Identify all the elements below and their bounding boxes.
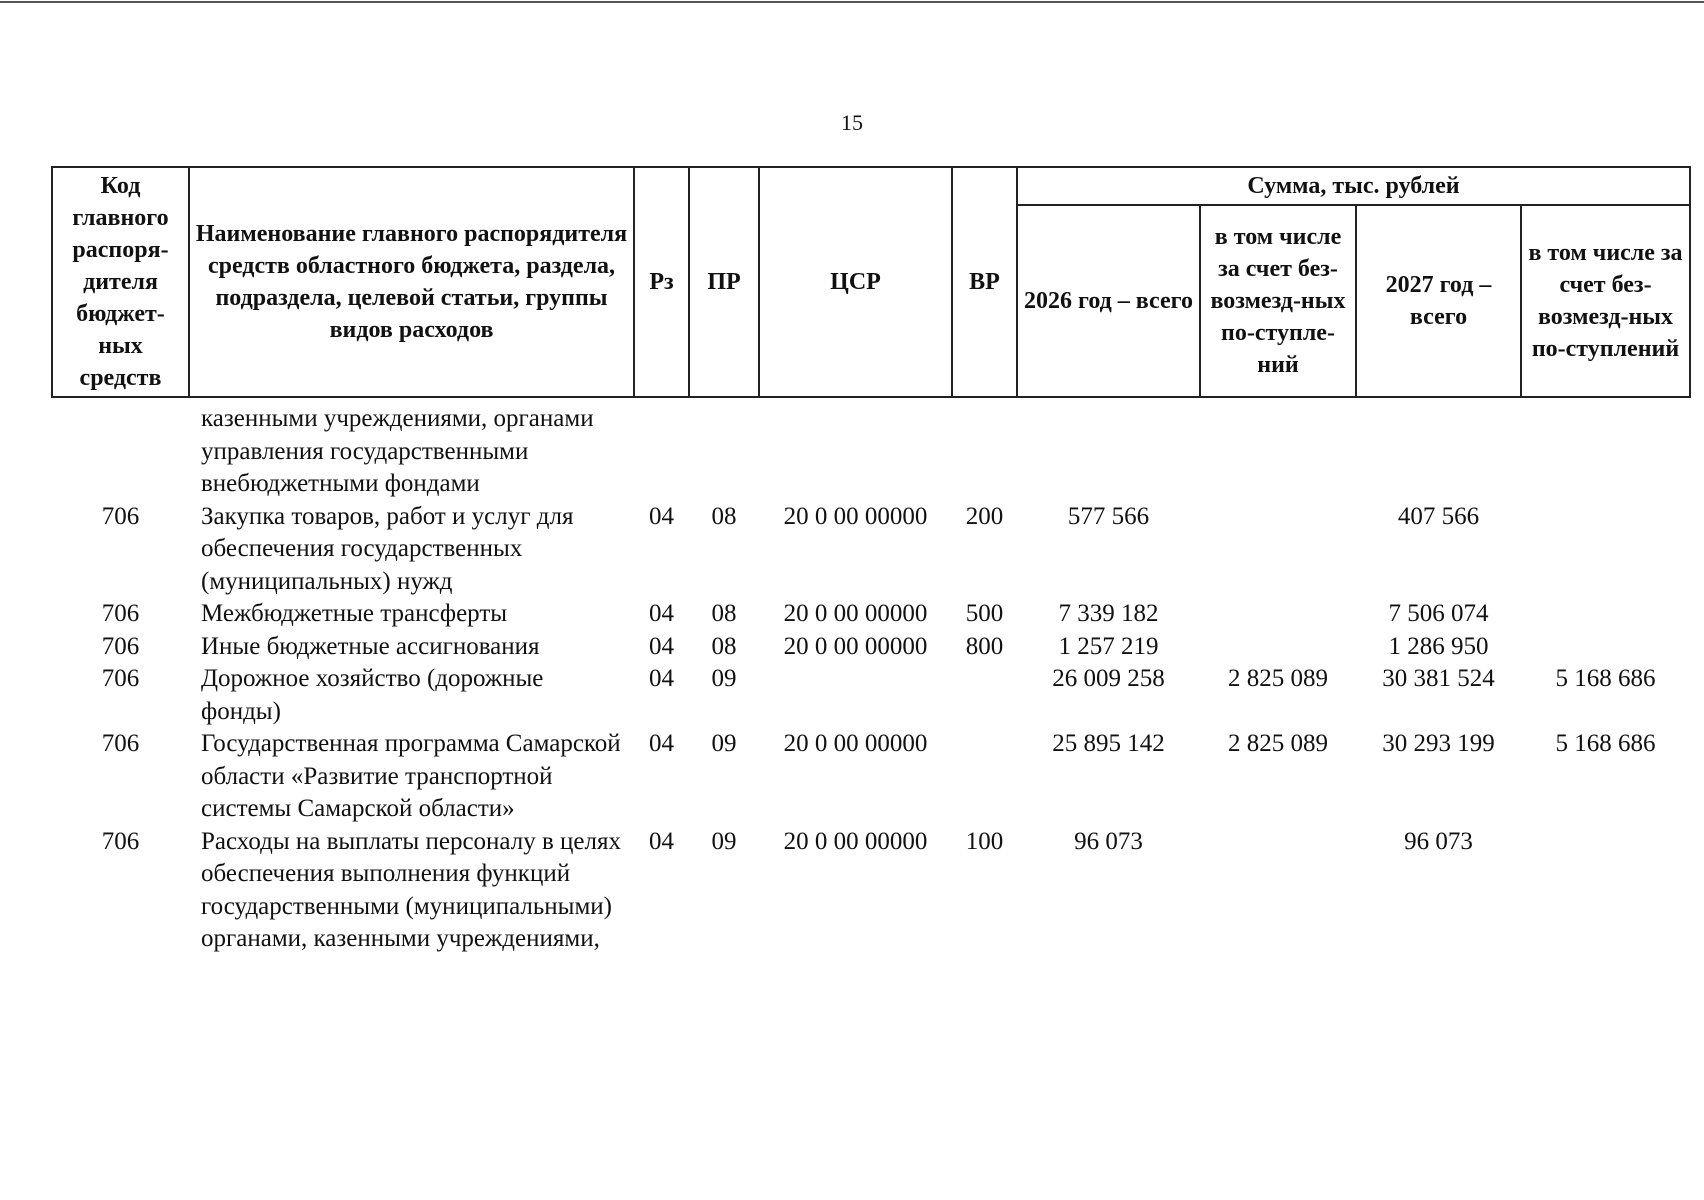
- header-name: Наименование главного распорядителя средств областного бюджета, раздела, подраздела, целевой статьи, группы видов расходов: [189, 167, 634, 397]
- cell-vr: 100: [965, 827, 1004, 855]
- table-row: [52, 598, 1690, 631]
- cell-csr: 20 0 00 00000: [783, 502, 928, 530]
- cell-csr: 20 0 00 00000: [783, 600, 928, 627]
- cell-rz: 04: [649, 827, 674, 855]
- cell-2027-grants: [1521, 631, 1690, 664]
- cell-csr: 20 0 00 00000: [783, 730, 928, 757]
- cell-kod: [52, 397, 189, 501]
- cell-name: казенными учреждениями, органами управления государственными внебюджетными фондами: [201, 405, 594, 497]
- header-sum: Сумма, тыс. рублей: [1017, 167, 1690, 205]
- cell-pr: 09: [711, 665, 737, 692]
- cell-2027-total: 7 506 074: [1388, 600, 1489, 627]
- cell-rz: [634, 397, 689, 501]
- cell-rz: 04: [649, 665, 674, 692]
- cell-2027-grants: [1521, 826, 1690, 956]
- cell-name: Иные бюджетные ассигнования: [201, 632, 540, 660]
- table-body: [52, 397, 1690, 956]
- cell-rz: 04: [649, 502, 674, 530]
- header-pr: ПР: [689, 167, 759, 397]
- table-row: [52, 397, 1690, 501]
- cell-2027-total: [1356, 397, 1521, 501]
- table-row: [52, 728, 1690, 826]
- header-rz: Рз: [634, 167, 689, 397]
- cell-2027-grants: 5 168 686: [1555, 730, 1656, 757]
- cell-name: Закупка товаров, работ и услуг для обеспечения государственных (муниципальных) нужд: [201, 502, 574, 595]
- cell-rz: 04: [649, 600, 674, 627]
- cell-kod: 706: [101, 502, 140, 530]
- cell-vr: 500: [965, 600, 1004, 627]
- cell-rz: 04: [649, 730, 674, 757]
- cell-2027-grants: [1521, 501, 1690, 599]
- header-2026-grants: в том числе за счет без-возмезд-ных по-ступле-ний: [1200, 205, 1356, 397]
- cell-pr: 08: [711, 632, 737, 660]
- cell-rz: 04: [649, 632, 674, 660]
- cell-2027-total: 96 073: [1404, 827, 1473, 855]
- table-row: [52, 631, 1690, 664]
- cell-2027-total: 30 381 524: [1382, 665, 1495, 692]
- cell-2027-total: 1 286 950: [1388, 632, 1489, 660]
- cell-2026-total: [1017, 397, 1200, 501]
- page-number: 15: [841, 110, 863, 135]
- cell-kod: 706: [101, 827, 140, 855]
- header-2027-grants: в том числе за счет без-возмезд-ных по-ступлений: [1521, 205, 1690, 397]
- cell-2027-grants: [1521, 598, 1690, 631]
- cell-csr: [759, 397, 952, 501]
- table-header: [52, 167, 1690, 397]
- cell-vr: 200: [965, 502, 1004, 530]
- cell-kod: 706: [101, 632, 140, 660]
- cell-2026-grants: 2 825 089: [1228, 730, 1328, 757]
- cell-vr: [952, 397, 1017, 501]
- cell-vr: 800: [965, 632, 1004, 660]
- cell-2026-grants: [1200, 501, 1356, 599]
- cell-csr: [759, 663, 952, 728]
- cell-2027-grants: 5 168 686: [1555, 665, 1656, 692]
- cell-2026-grants: [1200, 598, 1356, 631]
- cell-name: Межбюджетные трансферты: [201, 600, 508, 627]
- cell-pr: 09: [711, 730, 737, 757]
- cell-kod: 706: [101, 665, 140, 692]
- cell-2027-grants: [1521, 397, 1690, 501]
- cell-2026-total: 7 339 182: [1058, 600, 1159, 627]
- cell-pr: [689, 397, 759, 501]
- cell-2027-total: 407 566: [1397, 502, 1480, 530]
- header-2026-total: 2026 год – всего: [1017, 205, 1200, 397]
- cell-pr: 09: [711, 827, 737, 855]
- cell-name: Расходы на выплаты персоналу в целях обеспечения выполнения функций государственными (муниципальными) органами, казенными учреждениями,: [201, 827, 621, 952]
- cell-2026-grants: [1200, 397, 1356, 501]
- cell-2026-total: 25 895 142: [1052, 730, 1165, 757]
- cell-name: Государственная программа Самарской области «Развитие транспортной системы Самарской области»: [201, 730, 621, 822]
- cell-kod: 706: [101, 730, 140, 757]
- header-2027-total: 2027 год – всего: [1356, 205, 1521, 397]
- cell-2026-grants: [1200, 631, 1356, 664]
- cell-2026-grants: [1200, 826, 1356, 956]
- cell-pr: 08: [711, 600, 737, 627]
- cell-kod: 706: [101, 600, 140, 627]
- page-top-edge: [0, 1, 1704, 3]
- cell-pr: 08: [711, 502, 737, 530]
- table-row: [52, 501, 1690, 599]
- table-row: [52, 826, 1690, 956]
- cell-2026-total: 577 566: [1067, 502, 1150, 530]
- header-vr: ВР: [952, 167, 1017, 397]
- cell-2026-total: 96 073: [1074, 827, 1143, 855]
- cell-csr: 20 0 00 00000: [783, 632, 928, 660]
- cell-vr: [952, 663, 1017, 728]
- cell-2026-grants: 2 825 089: [1228, 665, 1328, 692]
- budget-table: [51, 166, 1691, 956]
- cell-2026-total: 1 257 219: [1058, 632, 1159, 660]
- cell-name: Дорожное хозяйство (дорожные фонды): [201, 665, 544, 725]
- cell-2026-total: 26 009 258: [1052, 665, 1165, 692]
- cell-csr: 20 0 00 00000: [783, 827, 928, 855]
- header-kod: Код главного распоря-дителя бюджет-ных средств: [52, 167, 189, 397]
- cell-vr: [952, 728, 1017, 826]
- table-row: [52, 663, 1690, 728]
- cell-2027-total: 30 293 199: [1382, 730, 1495, 757]
- header-csr: ЦСР: [759, 167, 952, 397]
